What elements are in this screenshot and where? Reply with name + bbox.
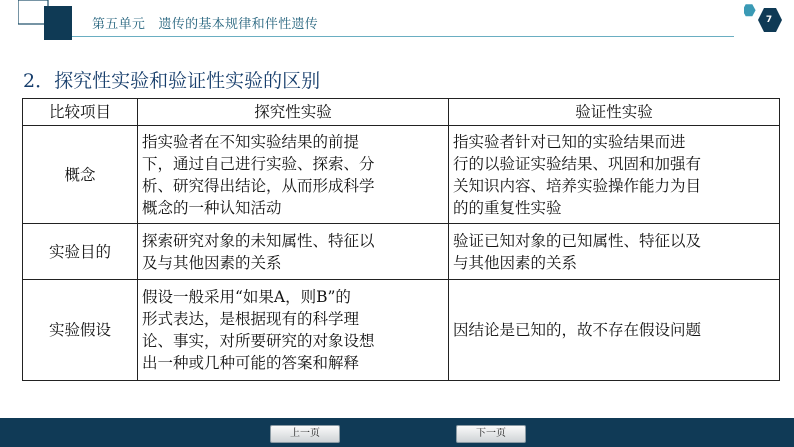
cell-line: 析、研究得出结论，从而形成科学 [142, 176, 375, 195]
header-exploratory: 探究性实验 [138, 99, 449, 126]
header-decoration [18, 0, 72, 40]
footer-bar [0, 418, 794, 447]
row-item: 实验假设 [23, 280, 138, 381]
row-item: 实验目的 [23, 224, 138, 280]
cell-line: 形式表达，是根据现有的科学理 [142, 310, 360, 328]
page-number: 7 [765, 15, 773, 25]
next-page-button[interactable]: 下一页 [456, 425, 526, 443]
prev-page-button[interactable]: 上一页 [270, 425, 340, 443]
section-title: 2．探究性实验和验证性实验的区别 [23, 70, 321, 92]
cell-line: 指实验者在不知实验结果的前提 [142, 132, 360, 151]
row-item: 概念 [23, 126, 138, 224]
header-item: 比较项目 [23, 99, 138, 126]
cell-line: 与其他因素的关系 [453, 253, 578, 272]
exploratory-cell [138, 280, 449, 381]
cell-line: 及与其他因素的关系 [142, 253, 282, 272]
unit-title: 第五单元 遗传的基本规律和伴性遗传 [92, 17, 319, 32]
cell-line: 论、事实，对所要研究的对象设想 [142, 332, 375, 350]
header-divider [72, 36, 734, 37]
table-row [23, 280, 780, 381]
exploratory-cell [138, 224, 449, 280]
comparison-table [22, 98, 780, 381]
cell-line: 行的以验证实验结果、巩固和加强有 [453, 154, 702, 173]
verification-cell [449, 126, 780, 224]
header-verification: 验证性实验 [449, 99, 780, 126]
cell-line: 探索研究对象的未知属性、特征以 [142, 231, 375, 250]
cell-line: 下，通过自己进行实验、探索、分 [142, 154, 375, 173]
cell-line: 概念的一种认知活动 [142, 198, 282, 217]
verification-cell [449, 280, 780, 381]
table-row [23, 224, 780, 280]
cell-line: 关知识内容、培养实验操作能力为目 [453, 176, 702, 195]
cell-line: 验证已知对象的已知属性、特征以及 [453, 231, 702, 250]
cell-line: 指实验者针对已知的实验结果而进 [453, 132, 686, 151]
table-header-row [23, 99, 780, 126]
table-row [23, 126, 780, 224]
verification-cell [449, 224, 780, 280]
exploratory-cell [138, 126, 449, 224]
cell-line: 出一种或几种可能的答案和解释 [142, 354, 360, 372]
cell-line: 的的重复性实验 [453, 198, 562, 217]
cell-line: 因结论是已知的，故不存在假设问题 [453, 321, 702, 339]
cell-line: 假设一般采用“如果A，则B”的 [142, 288, 351, 306]
